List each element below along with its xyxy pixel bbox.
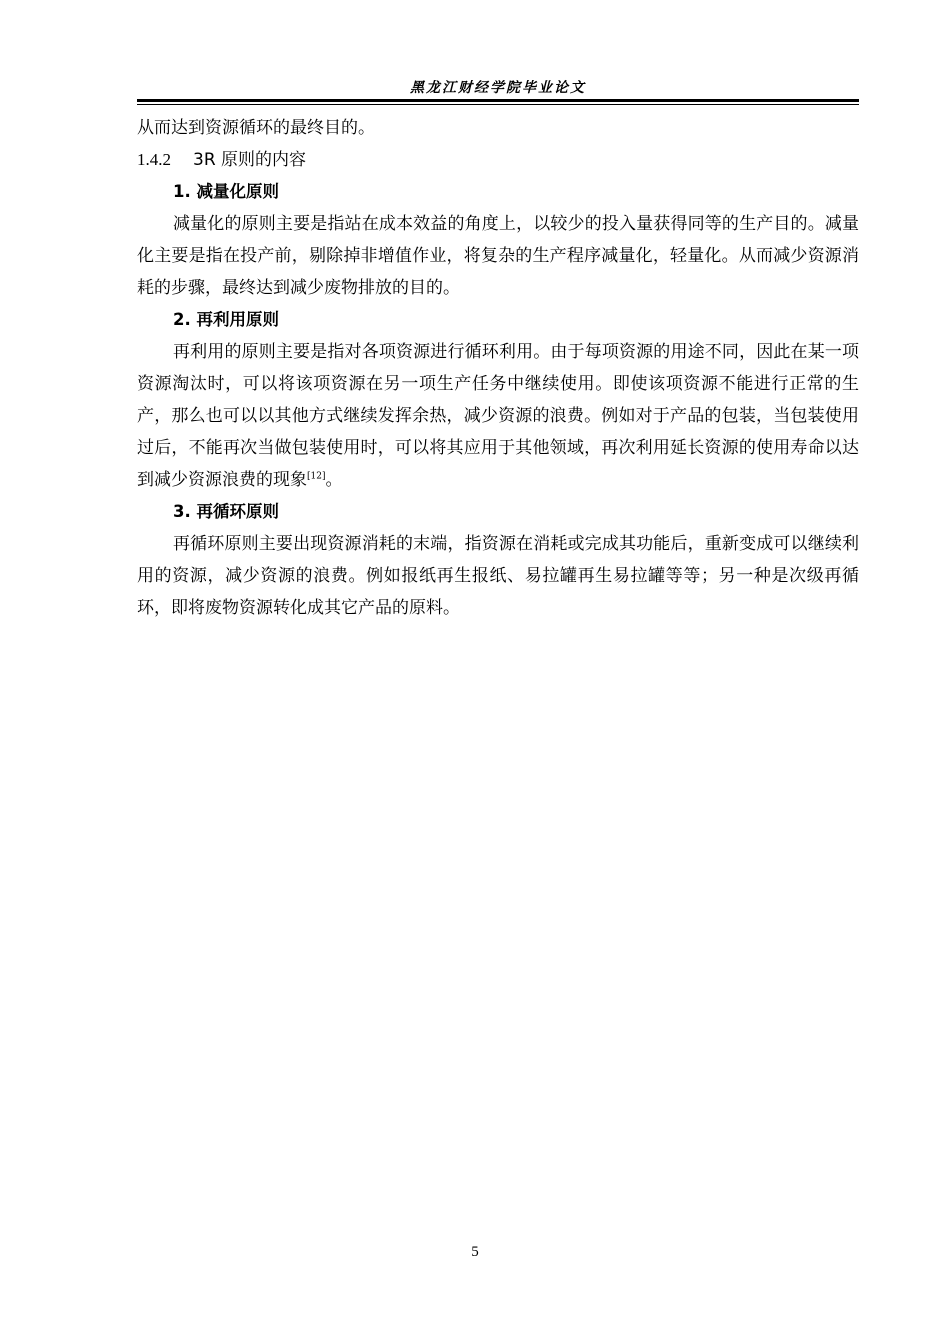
page-number: 5 [471,1244,479,1260]
paragraph-reuse-end: 。 [325,470,343,490]
paragraph-reduce: 减量化的原则主要是指站在成本效益的角度上，以较少的投入量获得同等的生产目的。减量化主要是指在投产前，剔除掉非增值作业，将复杂的生产程序减量化，轻量化。从而减少资源消耗的步骤，最终达到减少废物排放的目的。 [137,214,859,298]
citation-marker: [12] [307,471,326,482]
section-number: 1.4.2 [137,150,171,169]
subheading-reduce: 1. 减量化原则 [173,182,279,201]
header-rule-thin [137,104,859,105]
header-rule-thick [137,99,859,102]
paragraph-reuse-text: 再利用的原则主要是指对各项资源进行循环利用。由于每项资源的用途不同，因此在某一项资源淘汰时，可以将该项资源在另一项生产任务中继续使用。即使该项资源不能进行正常的生产，那么也可以以其他方式继续发挥余热，减少资源的浪费。例如对于产品的包装，当包装使用过后，不能再次当做包装使用时，可以将其应用于其他领域，再次利用延长资源的使用寿命以达到减少资源浪费的现象 [137,342,859,490]
section-heading [137,144,859,176]
intro-line: 从而达到资源循环的最终目的。 [137,118,375,138]
subheading-reuse: 2. 再利用原则 [173,310,279,329]
running-header: 黑龙江财经学院毕业论文 [410,80,586,96]
subheading-recycle: 3. 再循环原则 [173,502,279,521]
body-text [137,112,859,624]
paragraph-recycle: 再循环原则主要出现资源消耗的末端，指资源在消耗或完成其功能后，重新变成可以继续利用的资源，减少资源的浪费。例如报纸再生报纸、易拉罐再生易拉罐等等；另一种是次级再循环，即将废物资源转化成其它产品的原料。 [137,534,859,618]
paragraph-reuse [137,336,859,496]
section-title: 3R 原则的内容 [193,150,307,170]
